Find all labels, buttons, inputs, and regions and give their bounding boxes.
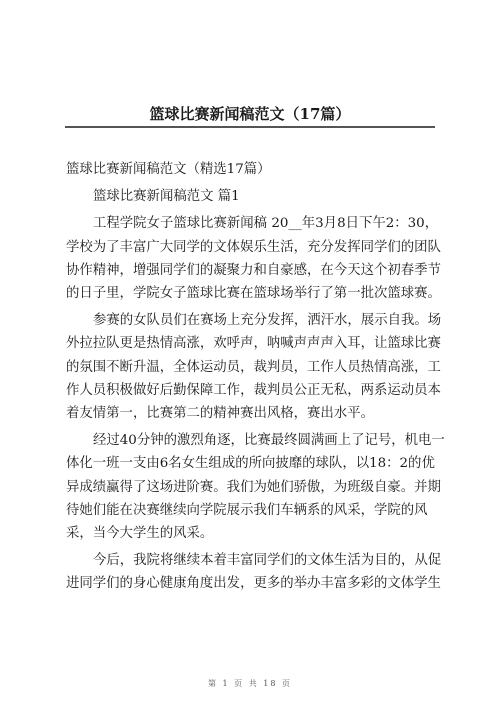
body-paragraph: 经过40分钟的激烈角逐，比赛最终圆满画上了记号，机电一体化一班一支由6名女生组成的所向披靡的球队，以18：2的优异成绩赢得了这场进阶赛。我们为她们骄傲，为班级自豪。并期待她们能在决赛继续向学院展示我们车辆系的风采，学院的风采，当今大学生的风采。	[66, 433, 445, 542]
document-body	[66, 158, 448, 596]
body-paragraph: 参赛的女队员们在赛场上充分发挥，洒汗水，展示自我。场外拉拉队更是热情高涨，欢呼声，呐喊声声声入耳，让篮球比赛的氛围不断升温，全体运动员，裁判员，工作人员热情高涨，工作人员积极做好后勤保障工作，裁判员公正无私，两系运动员本着友情第一，比赛第二的精神赛出风格，赛出水平。	[66, 313, 442, 422]
title-rule	[65, 126, 435, 128]
body-paragraph: 今后，我院将继续本着丰富同学们的文体生活为目的，从促进同学们的身心健康角度出发，更多的举办丰富多彩的文体学生	[66, 553, 442, 592]
page-footer: 第 1 页 共 18 页	[208, 679, 292, 688]
body-paragraph: 工程学院女子篮球比赛新闻稿 20__年3月8日下午2：30，学校为了丰富广大同学的文体娱乐生活，充分发挥同学们的团队协作精神，增强同学们的凝聚力和自豪感，在今天这个初春季节的日子里，学院女子篮球比赛在篮球场举行了第一批次篮球赛。	[66, 216, 441, 302]
section-heading: 篮球比赛新闻稿范文 篇1	[93, 189, 240, 205]
document-title: 篮球比赛新闻稿范文（17篇）	[149, 105, 351, 123]
subtitle-paragraph: 篮球比赛新闻稿范文（精选17篇）	[66, 162, 271, 177]
